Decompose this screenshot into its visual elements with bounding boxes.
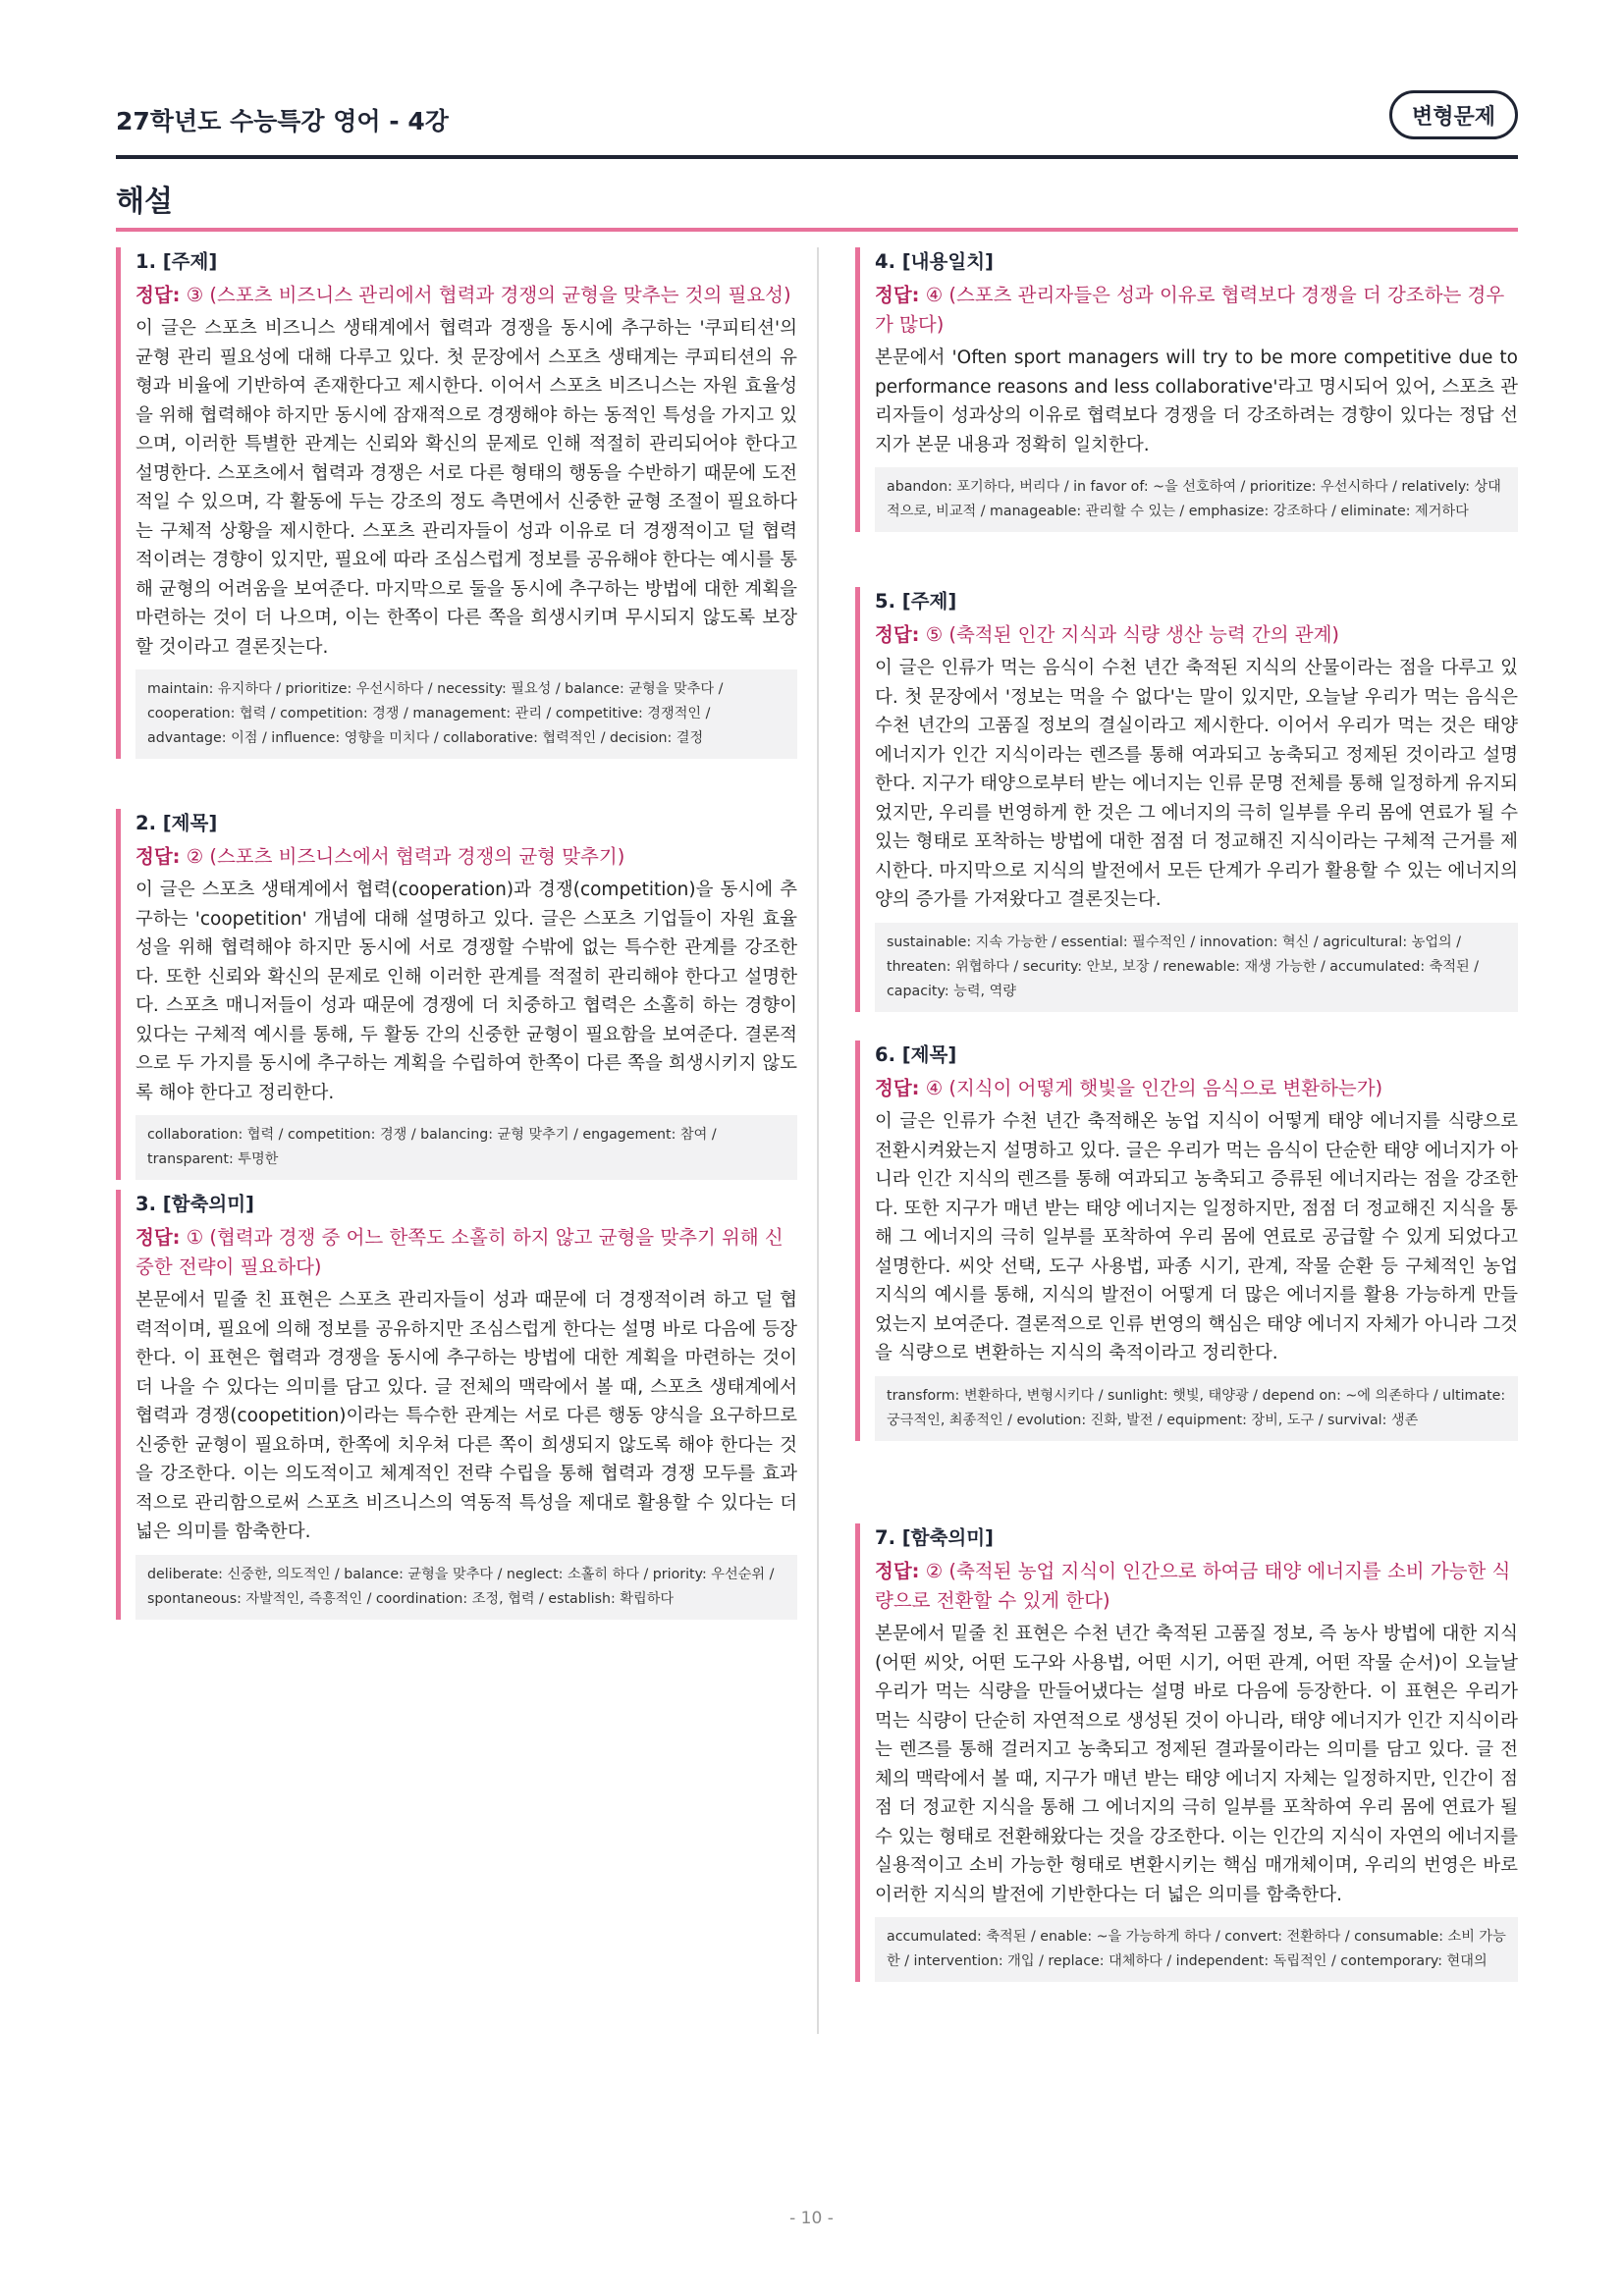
answer-label: 정답:	[135, 1226, 181, 1249]
explanation: 이 글은 인류가 먹는 음식이 수천 년간 축적된 지식의 산물이라는 점을 다루고 있다. 첫 문장에서 '정보는 먹을 수 없다'는 말이 있지만, 오늘날 우리가 먹는 음식은 수천 년간의 고품질 정보의 결실이라고 제시한다. 이어서 우리가 먹는 것은 태양 에너지가 인간 지식이라는 렌즈를 통해 여과되고 농축되고 정제된 것이라고 설명한다. 지구가 태양으로부터 받는 에너지는 인류 문명 전체를 통해 일정하게 유지되었지만, 우리를 번영하게 한 것은 그 에너지의 극히 일부를 우리 몸에 연료가 될 수 있는 형태로 포착하는 방법에 대한 점점 더 정교해진 지식이라는 구체적 근거를 제시한다. 마지막으로 지식의 발전에서 모든 단계가 우리가 활용할 수 있는 에너지의 양의 증가를 가져왔다고 결론짓는다.	[875, 658, 1518, 910]
question-6	[855, 1041, 1518, 1441]
explanation: 본문에서 밑줄 친 표현은 스포츠 관리자들이 성과 때문에 더 경쟁적이려 하고 덜 협력적이며, 필요에 의해 정보를 공유하지만 조심스럽게 한다는 설명 바로 다음에 등장한다. 이 표현은 협력과 경쟁을 동시에 추구하는 방법에 대한 계획을 마련하는 것이 더 나을 수 있다는 의미를 담고 있다. 글 전체의 맥락에서 볼 때, 스포츠 생태계에서 협력과 경쟁(coopetition)이라는 특수한 관계는 서로 다른 행동 양식을 요구하므로 신중한 균형이 필요하며, 한쪽에 치우쳐 다른 쪽이 희생되지 않도록 해야 한다는 것을 강조한다. 이는 의도적이고 체계적인 전략 수립을 통해 협력과 경쟁 모두를 효과적으로 관리함으로써 스포츠 비즈니스의 역동적 특성을 제대로 활용할 수 있다는 더 넓은 의미를 함축한다.	[135, 1290, 797, 1542]
answer-text: ② (축적된 농업 지식이 인간으로 하여금 태양 에너지를 소비 가능한 식량으로 전환할 수 있게 한다)	[875, 1560, 1511, 1612]
question-title: 3. [함축의미]	[135, 1193, 254, 1215]
answer-label: 정답:	[135, 284, 181, 306]
answer-text: ④ (지식이 어떻게 햇빛을 인간의 음식으로 변환하는가)	[925, 1077, 1383, 1099]
question-title: 6. [제목]	[875, 1043, 957, 1066]
vocab-box: abandon: 포기하다, 버리다 / in favor of: ~을 선호하여 / prioritize: 우선시하다 / relatively: 상대적으로, 비교적 / manageable: 관리할 수 있는 / emphasize: 강조하다 / eliminate: 제거하다	[875, 467, 1518, 532]
page-header	[116, 90, 1518, 159]
question-title: 7. [함축의미]	[875, 1526, 994, 1549]
answer	[135, 842, 797, 872]
explanation: 본문에서 밑줄 친 표현은 수천 년간 축적된 고품질 정보, 즉 농사 방법에 대한 지식(어떤 씨앗, 어떤 도구와 사용법, 어떤 시기, 어떤 관계, 어떤 작물 순서)이 오늘날 우리가 먹는 식량을 만들어냈다는 설명 바로 다음에 등장한다. 이 표현은 우리가 먹는 식량이 단순히 자연적으로 생성된 것이 아니라, 태양 에너지가 인간 지식이라는 렌즈를 통해 걸러지고 농축되고 정제된 결과물이라는 의미를 담고 있다. 글 전체의 맥락에서 볼 때, 지구가 매년 받는 태양 에너지 자체는 일정하지만, 인간이 점점 더 정교한 지식을 통해 그 에너지의 극히 일부를 포착하여 우리 몸에 연료가 될 수 있는 형태로 전환해왔다는 것을 강조한다. 이는 인간의 지식이 자연의 에너지를 실용적이고 소비 가능한 형태로 변환시키는 핵심 매개체이며, 우리의 번영은 바로 이러한 지식의 발전에 기반한다는 더 넓은 의미를 함축한다.	[875, 1624, 1518, 1905]
answer-label: 정답:	[135, 845, 181, 868]
question-title: 1. [주제]	[135, 250, 218, 273]
explanation: 본문에서 'Often sport managers will try to be more competitive due to performance reasons and less collaborative'라고 명시되어 있어, 스포츠 관리자들이 성과상의 이유로 협력보다 경쟁을 더 강조하려는 경향이 있다는 정답 선지가 본문 내용과 정확히 일치한다.	[875, 347, 1518, 455]
answer	[875, 620, 1518, 650]
answer-text: ③ (스포츠 비즈니스 관리에서 협력과 경쟁의 균형을 맞추는 것의 필요성)	[186, 284, 791, 306]
vocab-box: sustainable: 지속 가능한 / essential: 필수적인 / innovation: 혁신 / agricultural: 농업의 / threaten: 위협하다 / security: 안보, 보장 / renewable: 재생 가능한 / accumulated: 축적된 / capacity: 능력, 역량	[875, 923, 1518, 1012]
answer	[135, 281, 797, 310]
answer	[135, 1223, 797, 1282]
answer-text: ⑤ (축적된 인간 지식과 식량 생산 능력 간의 관계)	[925, 623, 1340, 646]
answer-text: ② (스포츠 비즈니스에서 협력과 경쟁의 균형 맞추기)	[186, 845, 625, 868]
question-title: 5. [주제]	[875, 590, 957, 613]
page-number: - 10 -	[789, 2209, 834, 2228]
vocab-box: transform: 변환하다, 변형시키다 / sunlight: 햇빛, 태양광 / depend on: ~에 의존하다 / ultimate: 궁극적인, 최종적인 / evolution: 진화, 발전 / equipment: 장비, 도구 / survival: 생존	[875, 1376, 1518, 1441]
section-title: 해설	[116, 185, 173, 219]
answer-text: ④ (스포츠 관리자들은 성과 이유로 협력보다 경쟁을 더 강조하는 경우가 많다)	[875, 284, 1505, 336]
answer	[875, 281, 1518, 340]
answer	[875, 1557, 1518, 1616]
question-title: 4. [내용일치]	[875, 250, 994, 273]
question-4	[855, 247, 1518, 532]
question-1	[116, 247, 797, 759]
vocab-box: deliberate: 신중한, 의도적인 / balance: 균형을 맞추다 / neglect: 소홀히 하다 / priority: 우선순위 / spontaneous: 자발적인, 즉흥적인 / coordination: 조정, 협력 / establish: 확립하다	[135, 1555, 797, 1620]
question-7	[855, 1523, 1518, 1982]
answer-text: ① (협력과 경쟁 중 어느 한쪽도 소홀히 하지 않고 균형을 맞추기 위해 신중한 전략이 필요하다)	[135, 1226, 784, 1278]
type-badge: 변형문제	[1389, 90, 1518, 139]
answer-label: 정답:	[875, 623, 920, 646]
answer-label: 정답:	[875, 1560, 920, 1582]
vocab-box: collaboration: 협력 / competition: 경쟁 / balancing: 균형 맞추기 / engagement: 참여 / transparent: 투명한	[135, 1115, 797, 1180]
answer	[875, 1074, 1518, 1103]
question-3	[116, 1190, 797, 1620]
answer-label: 정답:	[875, 1077, 920, 1099]
question-5	[855, 587, 1518, 1012]
explanation: 이 글은 스포츠 비즈니스 생태계에서 협력과 경쟁을 동시에 추구하는 '쿠피티션'의 균형 관리 필요성에 대해 다루고 있다. 첫 문장에서 스포츠 생태계는 쿠피티션의 유형과 비율에 기반하여 존재한다고 제시한다. 이어서 스포츠 비즈니스는 자원 효율성을 위해 협력해야 하지만 동시에 잠재적으로 경쟁해야 하는 동적인 특성을 가지고 있으며, 이러한 특별한 관계는 신뢰와 확신의 문제로 인해 적절히 관리되어야 한다고 설명한다. 스포츠에서 협력과 경쟁은 서로 다른 형태의 행동을 수반하기 때문에 도전적일 수 있으며, 각 활동에 두는 강조의 정도 측면에서 신중한 균형 조절이 필요하다는 구체적 상황을 제시한다. 스포츠 관리자들이 성과 이유로 더 경쟁적이고 덜 협력적이려는 경향이 있지만, 필요에 따라 조심스럽게 정보를 공유해야 한다는 예시를 통해 균형의 어려움을 보여준다. 마지막으로 둘을 동시에 추구하는 방법에 대한 계획을 마련하는 것이 더 나으며, 이는 한쪽이 다른 쪽을 희생시키며 무시되지 않도록 보장할 것이라고 결론짓는다.	[135, 318, 797, 658]
question-title: 2. [제목]	[135, 812, 218, 834]
vocab-box: accumulated: 축적된 / enable: ~을 가능하게 하다 / convert: 전환하다 / consumable: 소비 가능한 / intervention: 개입 / replace: 대체하다 / independent: 독립적인 / contemporary: 현대의	[875, 1917, 1518, 1982]
explanation: 이 글은 스포츠 생태계에서 협력(cooperation)과 경쟁(competition)을 동시에 추구하는 'coopetition' 개념에 대해 설명하고 있다. 글은 스포츠 기업들이 자원 효율성을 위해 협력해야 하지만 동시에 서로 경쟁할 수밖에 없는 특수한 관계를 강조한다. 또한 신뢰와 확신의 문제로 인해 이러한 관계를 적절히 관리해야 한다고 설명한다. 스포츠 매니저들이 성과 때문에 경쟁에 더 치중하고 협력은 소홀히 하는 경향이 있다는 구체적 예시를 통해, 두 활동 간의 신중한 균형이 필요함을 보여준다. 결론적으로 두 가지를 동시에 추구하는 계획을 수립하여 한쪽이 다른 쪽을 희생시키지 않도록 해야 한다고 정리한다.	[135, 880, 797, 1103]
answer-label: 정답:	[875, 284, 920, 306]
explanation: 이 글은 인류가 수천 년간 축적해온 농업 지식이 어떻게 태양 에너지를 식량으로 전환시켜왔는지 설명하고 있다. 글은 우리가 먹는 음식이 단순한 태양 에너지가 아니라 인간 지식의 렌즈를 통해 여과되고 농축되고 증류된 에너지라는 점을 강조한다. 또한 지구가 매년 받는 태양 에너지는 일정하지만, 점점 더 정교해진 지식을 통해 그 에너지의 극히 일부를 포착하여 우리 몸에 연료로 공급할 수 있게 되었다고 설명한다. 씨앗 선택, 도구 사용법, 파종 시기, 관계, 작물 순환 등 구체적인 농업 지식의 예시를 통해, 지식의 발전이 어떻게 더 많은 에너지를 활용 가능하게 만들었는지 보여준다. 결론적으로 인류 번영의 핵심은 태양 에너지 자체가 아니라 그것을 식량으로 변환하는 지식의 축적이라고 정리한다.	[875, 1111, 1518, 1363]
vocab-box: maintain: 유지하다 / prioritize: 우선시하다 / necessity: 필요성 / balance: 균형을 맞추다 / cooperation: 협력 / competition: 경쟁 / management: 관리 / competitive: 경쟁적인 / advantage: 이점 / influence: 영향을 미치다 / collaborative: 협력적인 / decision: 결정	[135, 669, 797, 759]
column-divider	[817, 247, 819, 2034]
document-title: 27학년도 수능특강 영어 - 4강	[116, 107, 449, 135]
section-heading	[116, 173, 1518, 232]
question-2	[116, 809, 797, 1180]
